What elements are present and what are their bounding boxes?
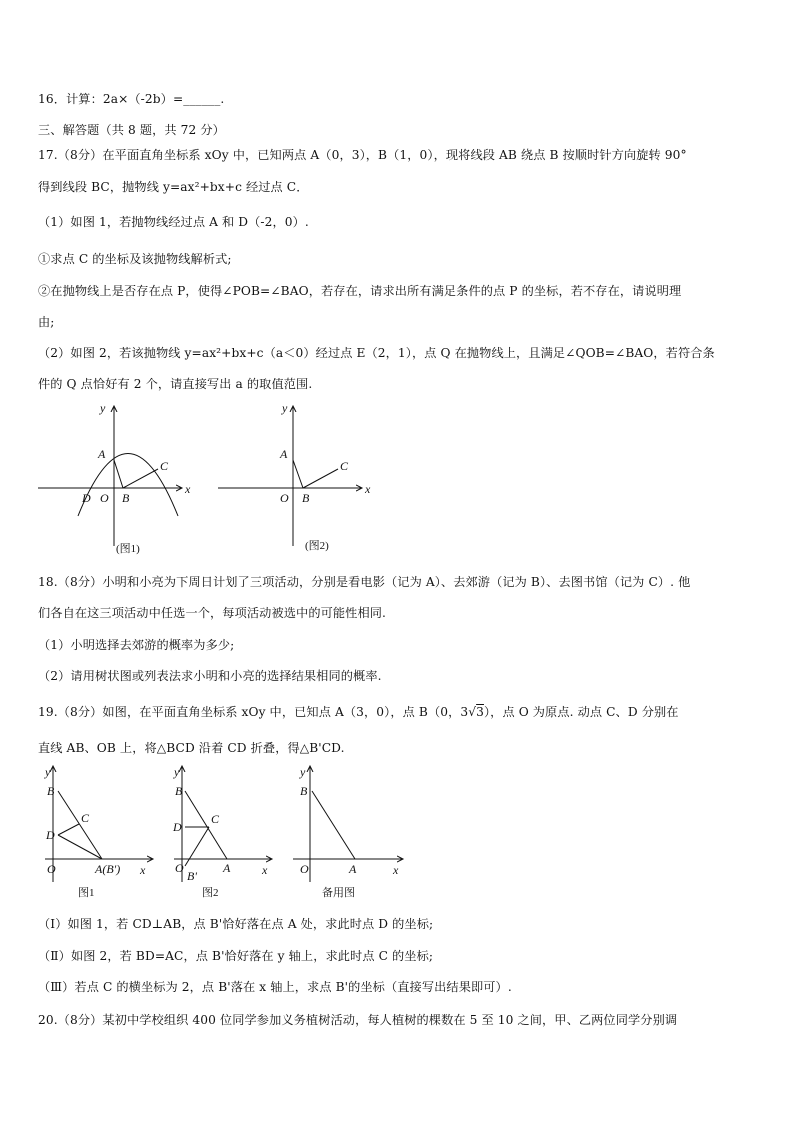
label-b: B	[175, 784, 183, 798]
figure-caption: 备用图	[322, 887, 355, 899]
label-d: D	[82, 491, 91, 505]
label-b-prime: B'	[187, 869, 197, 883]
q17-part1: （1）如图 1，若抛物线经过点 A 和 D（-2，0）.	[38, 215, 309, 229]
label-a: A	[280, 447, 288, 461]
segment-ab	[58, 791, 102, 859]
segment-bc	[123, 469, 158, 488]
q17-figure-1	[30, 396, 200, 561]
label-o: O	[300, 862, 309, 876]
label-a: A	[98, 447, 106, 461]
segment-dc	[58, 824, 79, 835]
q17-line1: 17.（8分）在平面直角坐标系 xOy 中，已知两点 A（0，3），B（1，0），现将线段 AB 绕点 B 按顺时针方向旋转 90°	[38, 148, 687, 162]
label-b: B	[300, 784, 308, 798]
label-y: y	[45, 765, 51, 779]
label-a: A	[223, 861, 231, 875]
label-a-b-prime: A(B')	[95, 862, 121, 876]
label-b: B	[47, 784, 55, 798]
sqrt-symbol: √	[468, 705, 477, 719]
label-c: C	[81, 811, 90, 825]
figure-caption: 图1	[78, 887, 95, 899]
label-x: x	[365, 482, 371, 496]
label-x: x	[185, 482, 191, 496]
q19-part3: （Ⅲ）若点 C 的横坐标为 2，点 B'落在 x 轴上，求点 B'的坐标（直接写出结果即可）.	[38, 980, 512, 994]
q19-line2: 直线 AB、OB 上，将△BCD 沿着 CD 折叠，得△B'CD.	[38, 741, 345, 755]
q17-part2a: （2）如图 2，若该抛物线 y=ax²+bx+c（a＜0）经过点 E（2，1），点 Q 在抛物线上，且满足∠QOB=∠BAO，若符合条	[38, 346, 715, 360]
q17-line2: 得到线段 BC，抛物线 y=ax²+bx+c 经过点 C．	[38, 180, 309, 194]
label-a: A	[349, 862, 357, 876]
label-o: O	[100, 491, 109, 505]
segment-ab	[293, 460, 303, 488]
segment-ab	[185, 791, 227, 859]
label-b: B	[122, 491, 130, 505]
q17-figure-2	[210, 396, 385, 561]
label-y: y	[300, 765, 306, 779]
sqrt-radicand: 3	[476, 705, 484, 719]
label-x: x	[140, 863, 146, 877]
label-c: C	[340, 459, 349, 473]
section-heading: 三、解答题（共 8 题，共 72 分）	[38, 123, 225, 137]
q17-sub2: ②在抛物线上是否存在点 P，使得∠POB=∠BAO，若存在，请求出所有满足条件的点 P 的坐标，若不存在，请说明理	[38, 284, 682, 298]
label-c: C	[211, 812, 220, 826]
label-o: O	[175, 861, 184, 875]
q19-line1	[38, 703, 679, 720]
label-o: O	[280, 491, 289, 505]
figure-caption: (图1)	[116, 543, 140, 555]
label-o: O	[47, 862, 56, 876]
q18-part1: （1）小明选择去郊游的概率为多少;	[38, 638, 235, 652]
q19-part2: （Ⅱ）如图 2，若 BD=AC，点 B'恰好落在 y 轴上，求此时点 C 的坐标;	[38, 949, 434, 963]
q18-part2: （2）请用树状图或列表法求小明和小亮的选择结果相同的概率.	[38, 669, 382, 683]
q16-text: 16．计算：2a×（-2b）=______.	[38, 92, 225, 106]
q20-line1: 20.（8分）某初中学校组织 400 位同学参加义务植树活动，每人植树的棵数在 5 至 10 之间，甲、乙两位同学分别调	[38, 1013, 678, 1027]
q17-sub1: ①求点 C 的坐标及该抛物线解析式;	[38, 252, 232, 266]
segment-ab	[312, 791, 355, 859]
label-x: x	[393, 863, 399, 877]
q19-line1-b: ），点 O 为原点. 动点 C、D 分别在	[483, 705, 679, 719]
label-c: C	[160, 459, 169, 473]
label-d: D	[46, 828, 55, 842]
q19-line1-a: 19.（8分）如图，在平面直角坐标系 xOy 中，已知点 A（3，0），点 B（0，3	[38, 705, 469, 719]
q18-line1: 18.（8分）小明和小亮为下周日计划了三项活动，分别是看电影（记为 A）、去郊游（记为 B）、去图书馆（记为 C）. 他	[38, 575, 691, 589]
q19-backup-figure	[285, 760, 410, 900]
label-d: D	[173, 820, 182, 834]
q19-figure-1	[35, 760, 165, 900]
segment-da	[58, 835, 102, 859]
q17-part2b: 件的 Q 点恰好有 2 个，请直接写出 a 的取值范围.	[38, 377, 313, 391]
label-x: x	[262, 863, 268, 877]
label-y: y	[282, 401, 288, 415]
segment-cb-prime	[185, 827, 209, 866]
q19-part1: （Ⅰ）如图 1，若 CD⊥AB，点 B'恰好落在点 A 处，求此时点 D 的坐标;	[38, 917, 434, 931]
q17-sub2b: 由;	[38, 315, 55, 329]
q18-line2: 们各自在这三项活动中任选一个，每项活动被选中的可能性相同.	[38, 606, 387, 620]
figure-caption: (图2)	[305, 540, 329, 552]
segment-ab	[114, 460, 123, 488]
q19-figure-2	[162, 760, 280, 900]
segment-bc	[303, 469, 338, 488]
label-b: B	[302, 491, 310, 505]
label-y: y	[174, 765, 180, 779]
label-y: y	[100, 401, 106, 415]
figure-caption: 图2	[202, 887, 219, 899]
